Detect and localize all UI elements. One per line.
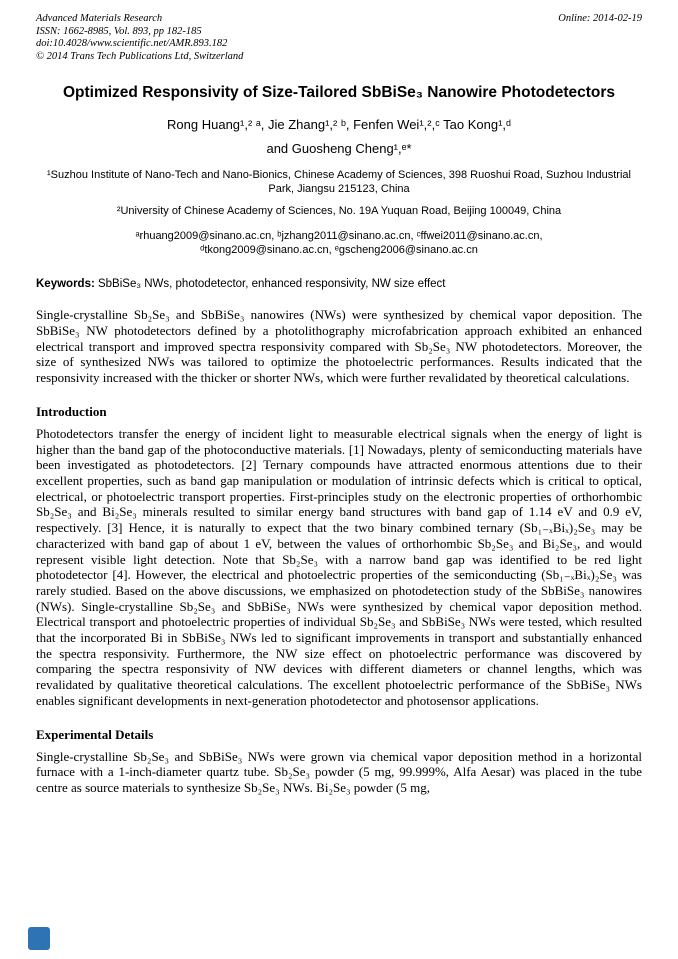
authors-line-1: Rong Huang¹,² ᵃ, Jie Zhang¹,² ᵇ, Fenfen Wei¹,²,ᶜ Tao Kong¹,ᵈ (167, 117, 511, 133)
abstract-paragraph: Single-crystalline Sb₂Se₃ and SbBiSe₃ nanowires (NWs) were synthesized by chemical vapor deposition. The SbBiSe₃ NW photodetectors defined by a photolithography microfabrication approach exhibited an enhanced electrical transport and improved spectra responsivity compared with Sb₂Se₃ NW photodetectors. Moreover, the size of synthesized NWs was tailored to optimize the photoelectric performances. Results indicated that the responsivity increased with the thicker or shorter NWs, which were further revalidated by theoretical calculations. (36, 307, 642, 386)
affiliation-1: ¹Suzhou Institute of Nano-Tech and Nano-Bionics, Chinese Academy of Sciences, 398 Ruoshui Road, Suzhou Industrial Park, Jiangsu 215123, China (47, 169, 631, 196)
issn-line: ISSN: 1662-8985, Vol. 893, pp 182-185 (36, 25, 202, 37)
online-date: Online: 2014-02-19 (558, 13, 642, 24)
author-emails: ᵃrhuang2009@sinano.ac.cn, ᵇjzhang2011@sinano.ac.cn, ᶜffwei2011@sinano.ac.cn, ᵈtkong2009@sinano.ac.cn, ᵉgscheng2006@sinano.ac.cn (135, 230, 543, 257)
journal-header-row (36, 13, 642, 26)
section-heading-experimental-details: Experimental Details (36, 726, 154, 742)
keywords-label: Keywords: (36, 278, 95, 291)
doi-line: doi:10.4028/www.scientific.net/AMR.893.182 (36, 38, 228, 50)
page-corner-badge (28, 927, 50, 950)
authors-line-2: and Guosheng Cheng¹,ᵉ* (266, 141, 412, 157)
journal-header (36, 13, 642, 63)
experimental-details-paragraph: Single-crystalline Sb₂Se₃ and SbBiSe₃ NWs were grown via chemical vapor deposition method in a horizontal furnace with a 1-inch-diameter quartz tube. Sb₂Se₃ powder (5 mg, 99.999%, Alfa Aesar) was placed in the tube centre as source materials to synthesize Sb₂Se₃ NWs. Bi₂Se₃ powder (5 mg, (36, 748, 642, 795)
affiliation-2: ²University of Chinese Academy of Sciences, No. 19A Yuquan Road, Beijing 100049, China (116, 205, 562, 218)
journal-name: Advanced Materials Research (36, 13, 163, 24)
introduction-paragraph: Photodetectors transfer the energy of incident light to measurable electrical signals when the energy of light is higher than the band gap of the photoconductive materials. [1] Nowadays, plenty of semiconducting materials have been investigated as photodetectors. [2] Ternary compounds have attracted enormous attentions due to their excellent properties, such as band gap manipulation or modulation of intrinsic defects which is critical to optical, electrical, or photoelectric transport properties. First-principles study on the electronic properties of orthorhombic Sb₂Se₃ and Bi₂Se₃ minerals resulted to similar energy band structures with band gap of 1.14 eV and 0.9 eV, respectively. [3] Hence, it is naturally to expect that the two binary combined ternary (Sb₁₋ₓBiₓ)₂Se₃ may be characterized with band gap of about 1 eV, between the values of orthorhombic Sb₂Se₃ and Bi₂Se₃, and would represent visible light detection. Note that Sb₂Se₃ with a narrow band gap was identified to be red light photodetector [4]. However, the electrical and photoelectric properties of the semiconducting (Sb₁₋ₓBiₓ)₂Se₃ was rarely studied. Based on the above discussions, we emphasized on photodetection study of the SbBiSe₃ nanowires (NWs). Single-crystalline Sb₂Se₃ and SbBiSe₃ NWs were synthesized by chemical vapor deposition method. Electrical transport and photoelectric properties of individual Sb₂Se₃ and SbBiSe₃ NWs were tested, which resulted that the incorporated Bi in SbBiSe₃ NWs led to significant improvements in transport and substantially enhanced the spectra responsivity. Furthermore, the NW size effect on photoelectric performance was discovered by comparing the spectra responsivity of NW devices with different diameters or channel lengths, which was revalidated by qualitative theoretical calculations. The excellent photoelectric performance of the SbBiSe₃ NWs enables significant developments in next-generation photodetector and photosensor applications. (36, 425, 642, 708)
keywords-text: SbBiSe₃ NWs, photodetector, enhanced responsivity, NW size effect (94, 278, 446, 291)
keywords-line (36, 277, 642, 292)
section-heading-introduction: Introduction (36, 403, 107, 419)
paper-title: Optimized Responsivity of Size-Tailored SbBiSe₃ Nanowire Photodetectors (62, 84, 616, 102)
copyright-line: © 2014 Trans Tech Publications Ltd, Switzerland (36, 50, 244, 62)
